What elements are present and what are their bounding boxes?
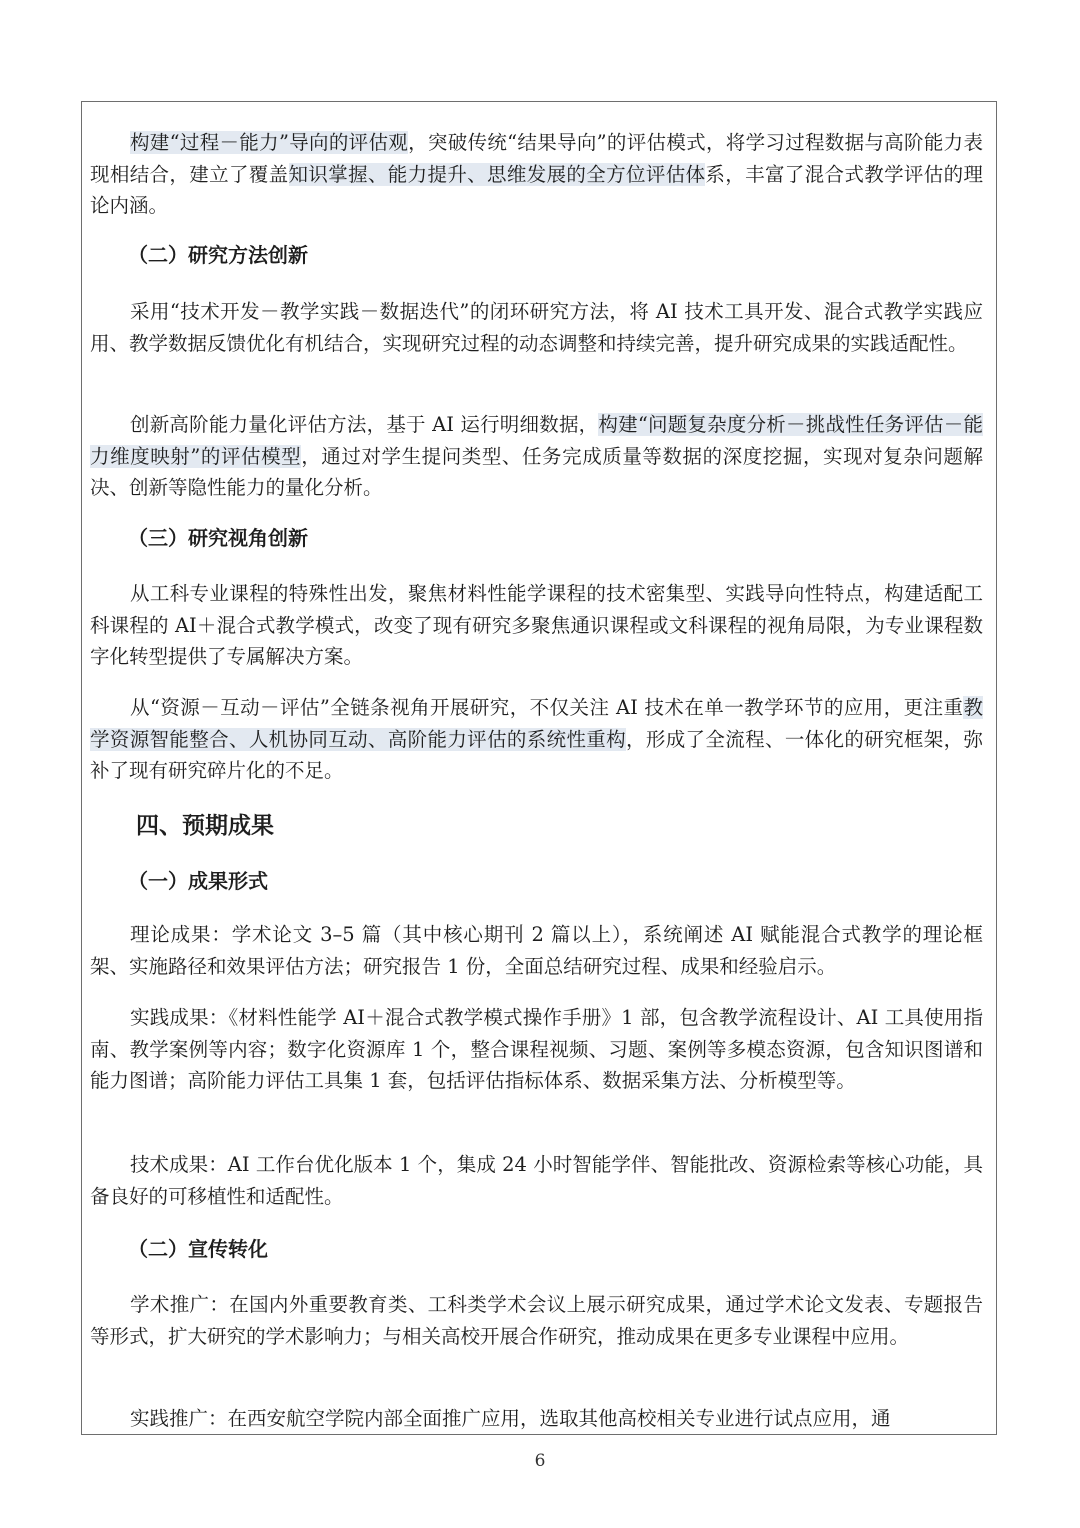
highlight: “过程－能力”导向的评估观 xyxy=(169,131,409,154)
paragraph-tech-outcome: 技术成果：AI 工作台优化版本 1 个，集成 24 小时智能学伴、智能批改、资源检索等核心功能，具备良好的可移植性和适配性。 xyxy=(90,1153,983,1208)
paragraph-engineering: 从工科专业课程的特殊性出发，聚焦材料性能学课程的技术密集型、实践导向性特点，构建适配工科课程的 AI＋混合式教学模式，改变了现有研究多聚焦通识课程或文科课程的视角局限，为专业课程数字化转型提供了专属解决方案。 xyxy=(90,582,983,668)
highlight: 教学资源智能整合、人机协同互动、高阶能力评估的系统性重构 xyxy=(90,696,983,751)
paragraph-method: 采用“技术开发－教学实践－数据迭代”的闭环研究方法，将 AI 技术工具开发、混合式教学实践应用、教学数据反馈优化有机结合，实现研究过程的动态调整和持续完善，提升研究成果的实践适配性。 xyxy=(90,300,983,355)
heading-outcome-forms: （一）成果形式 xyxy=(128,869,268,893)
text-span: ，突破传统“结果导向”的评估模式，将学习过程数据与高阶能力表现相结合，建立了覆盖 xyxy=(90,131,983,186)
text-span: 从“资源－互动－评估 xyxy=(130,696,320,719)
heading-method-innovation: （二）研究方法创新 xyxy=(128,243,308,267)
paragraph-practice-promotion: 实践推广：在西安航空学院内部全面推广应用，选取其他高校相关专业进行试点应用，通 xyxy=(130,1407,891,1430)
paragraph-full-chain xyxy=(90,692,983,787)
paragraph-quant-eval xyxy=(90,409,983,504)
paragraph-theory-outcome: 理论成果：学术论文 3–5 篇（其中核心期刊 2 篇以上），系统阐述 AI 赋能混合式教学的理论框架、实施路径和效果评估方法；研究报告 1 份，全面总结研究过程、成果和经验启示。 xyxy=(90,923,983,978)
text-span: ，形成了全流程、一体化的研究框架，弥补了现有研究碎片化的不足。 xyxy=(90,727,983,782)
paragraph-academic-promotion: 学术推广：在国内外重要教育类、工科类学术会议上展示研究成果，通过学术论文发表、专题报告等形式，扩大研究的学术影响力；与相关高校开展合作研究，推动成果在更多专业课程中应用。 xyxy=(90,1293,983,1348)
paragraph-evaluation-view xyxy=(90,127,983,222)
heading-expected-outcomes: 四、预期成果 xyxy=(136,812,274,839)
text-span: 系，丰富了混合式教学评估的理论内涵。 xyxy=(90,162,983,217)
heading-perspective-innovation: （三）研究视角创新 xyxy=(128,526,308,550)
page-number: 6 xyxy=(534,1451,546,1471)
text-span: ”全链条视角开展研究，不仅关注 AI 技术在单一教学环节的应用，更注重 xyxy=(319,696,964,719)
paragraph-practice-outcome: 实践成果：《材料性能学 AI＋混合式教学模式操作手册》1 部，包含教学流程设计、AI 工具使用指南、教学案例等内容；数字化资源库 1 个，整合课程视频、习题、案例等多模态资源，包含知识图谱和能力图谱；高阶能力评估工具集 1 套，包括评估指标体系、数据采集方法、分析模型等。 xyxy=(90,1006,983,1092)
document-frame xyxy=(81,101,997,1435)
highlight: 知识掌握、能力提升、思维发展的全方位评估体 xyxy=(288,162,706,186)
heading-promotion: （二）宣传转化 xyxy=(128,1237,268,1261)
highlight: 构建 xyxy=(130,131,170,154)
text-span: ，通过对学生提问类型、任务完成质量等数据的深度挖掘，实现对复杂问题解决、创新等隐性能力的量化分析。 xyxy=(90,444,983,499)
highlight: 构建“问题复杂度分析－挑战性任务评估－能力维度映射”的评估模型 xyxy=(90,413,983,468)
text-span: 创新高阶能力量化评估方法，基于 AI 运行明细数据， xyxy=(130,413,599,436)
